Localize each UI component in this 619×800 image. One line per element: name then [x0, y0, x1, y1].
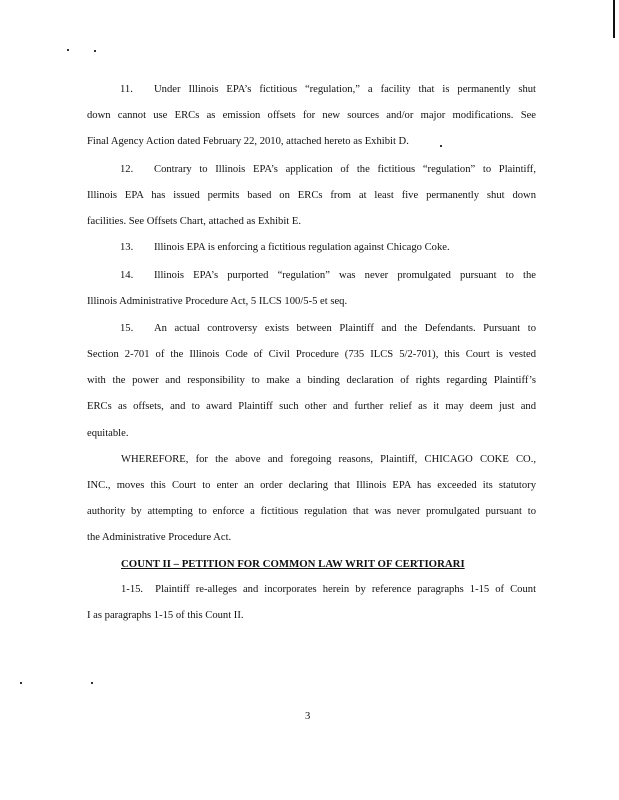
paragraph-12-line-3: facilities. See Offsets Chart, attached as Exhibit E. [87, 216, 301, 227]
paragraph-15-line-3: with the power and responsibility to make a binding declaration of rights regarding Plaintiff’s [87, 375, 536, 386]
paragraph-11-number: 11. [120, 84, 133, 95]
wherefore-line-2: INC., moves this Court to enter an order declaring that Illinois EPA has exceeded its statutory [87, 480, 536, 491]
paragraph-13-line-1: 13. Illinois EPA is enforcing a fictitious regulation against Chicago Coke. [87, 240, 536, 256]
scan-speck [20, 682, 22, 684]
paragraph-12-line-2: Illinois EPA has issued permits based on ERCs from at least five permanently shut down [87, 190, 536, 201]
count-ii-heading: COUNT II – PETITION FOR COMMON LAW WRIT OF CERTIORARI [121, 558, 465, 570]
wherefore-line-1: WHEREFORE, for the above and foregoing reasons, Plaintiff, CHICAGO COKE CO., [121, 454, 536, 465]
paragraph-13-number: 13. [120, 242, 134, 253]
paragraph-1-15-line-1: 1-15. Plaintiff re-alleges and incorporates herein by reference paragraphs 1-15 of Count [121, 584, 536, 595]
page-number: 3 [305, 711, 311, 722]
paragraph-12-line-1: 12. Contrary to Illinois EPA’s application of the fictitious “regulation” to Plaintiff, [87, 162, 536, 178]
wherefore-line-3: authority by attempting to enforce a fictitious regulation that was never promulgated pursuant to [87, 506, 536, 517]
paragraph-1-15-number: 1-15. [121, 584, 144, 595]
paragraph-1-15-line-2: I as paragraphs 1-15 of this Count II. [87, 610, 244, 621]
scan-speck [67, 49, 69, 51]
paragraph-14-number: 14. [120, 270, 134, 281]
paragraph-15-line-4: ERCs as offsets, and to award Plaintiff such other and further relief as it may deem just and [87, 401, 536, 412]
scan-speck [94, 50, 96, 52]
paragraph-15-line-5: equitable. [87, 428, 129, 439]
scan-edge-mark [613, 0, 615, 38]
paragraph-14-line-2: Illinois Administrative Procedure Act, 5 ILCS 100/5-5 et seq. [87, 296, 348, 307]
paragraph-11-line-3: Final Agency Action dated February 22, 2010, attached hereto as Exhibit D. [87, 136, 409, 147]
paragraph-12-number: 12. [120, 164, 134, 175]
scan-speck [91, 682, 93, 684]
paragraph-15-line-2: Section 2-701 of the Illinois Code of Civil Procedure (735 ILCS 5/2-701), this Court is vested [87, 349, 536, 360]
wherefore-line-4: the Administrative Procedure Act. [87, 532, 232, 543]
paragraph-15-line-1: 15. An actual controversy exists between Plaintiff and the Defendants. Pursuant to [87, 321, 536, 337]
paragraph-11-line-2: down cannot use ERCs as emission offsets for new sources and/or major modifications. See [87, 110, 536, 121]
paragraph-11-line-1: 11. Under Illinois EPA’s fictitious “regulation,” a facility that is permanently shut [87, 82, 536, 98]
paragraph-15-number: 15. [120, 323, 134, 334]
paragraph-14-line-1: 14. Illinois EPA’s purported “regulation” was never promulgated pursuant to the [87, 268, 536, 284]
